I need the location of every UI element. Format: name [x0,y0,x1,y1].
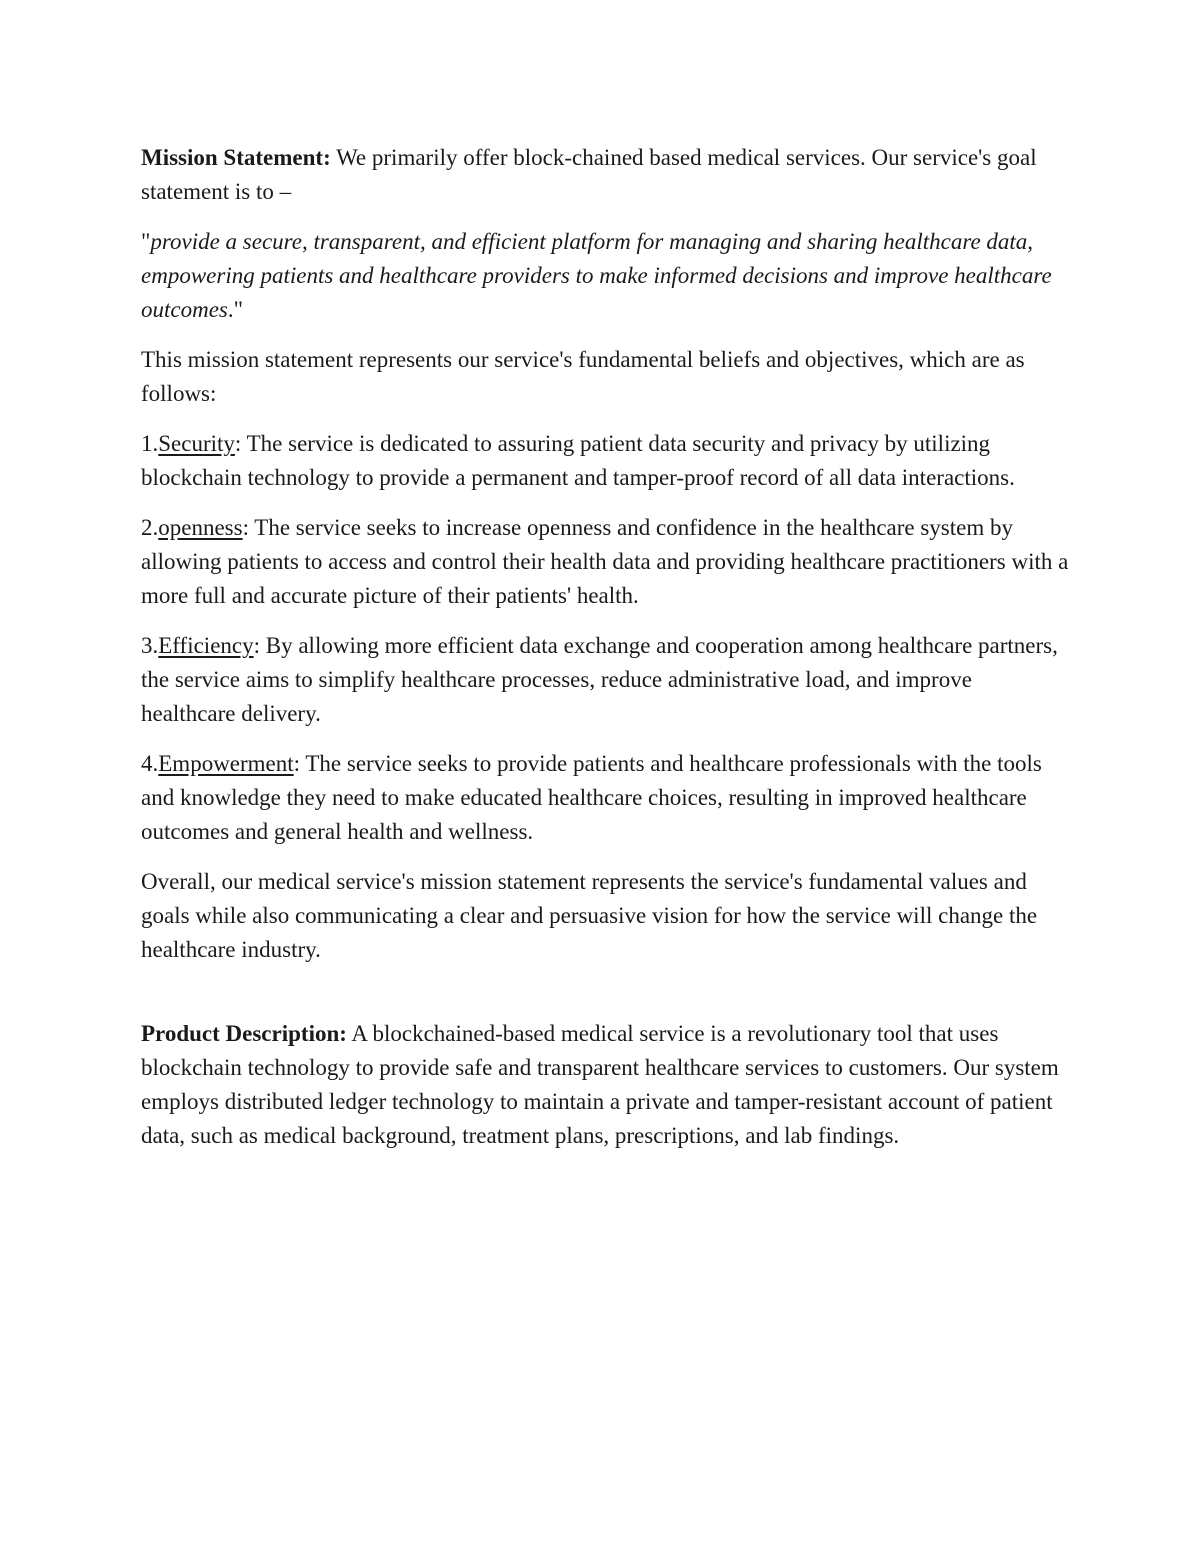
mission-quote-text: provide a secure, transparent, and efficient platform for managing and sharing healthcare data, empowering patients and healthcare providers to make informed decisions and improve healthcare outcomes [141,229,1052,322]
list-item-efficiency [141,629,1071,731]
mission-statement-heading: Mission Statement: [141,145,331,170]
list-item-term: Security [158,431,235,456]
list-item-security [141,427,1071,495]
list-item-text: : The service seeks to increase openness and confidence in the healthcare system by allowing patients to access and control their health data and providing healthcare practitioners with a more full and accurate picture of their patients' health. [141,515,1069,608]
product-description-paragraph [141,1017,1071,1153]
mission-quote-paragraph [141,225,1071,327]
list-item-text: : The service seeks to provide patients and healthcare professionals with the tools and knowledge they need to make educated healthcare choices, resulting in improved healthcare outcomes and general health and wellness. [141,751,1042,844]
product-description-text: A blockchained-based medical service is a revolutionary tool that uses blockchain technology to provide safe and transparent healthcare services to customers. Our system employs distributed ledger technology to maintain a private and tamper-resistant account of patient data, such as medical background, treatment plans, prescriptions, and lab findings. [141,1021,1059,1148]
list-item-text: : By allowing more efficient data exchange and cooperation among healthcare partners, the service aims to simplify healthcare processes, reduce administrative load, and improve healthcare delivery. [141,633,1058,726]
mission-represents-paragraph: This mission statement represents our service's fundamental beliefs and objectives, which are as follows: [141,347,1025,406]
list-item-term: Empowerment [158,751,294,776]
document-page [141,141,1071,1169]
quote-open-mark: " [141,229,151,254]
mission-overall-paragraph: Overall, our medical service's mission statement represents the service's fundamental values and goals while also communicating a clear and persuasive vision for how the service will change the healthcare industry. [141,869,1038,962]
mission-statement-paragraph [141,141,1071,209]
list-item-term: openness [158,515,243,540]
list-item-number: 1. [141,431,159,456]
quote-close-mark: ." [227,297,244,322]
mission-intro-text: We primarily offer block-chained based medical services. Our service's goal statement is to – [141,145,1037,204]
list-item-openness [141,511,1071,613]
list-item-text: : The service is dedicated to assuring patient data security and privacy by utilizing blockchain technology to provide a permanent and tamper-proof record of all data interactions. [141,431,1015,490]
list-item-number: 3. [141,633,159,658]
list-item-empowerment [141,747,1071,849]
list-item-number: 2. [141,515,159,540]
list-item-term: Efficiency [158,633,254,658]
list-item-number: 4. [141,751,159,776]
product-description-heading: Product Description: [141,1021,347,1046]
